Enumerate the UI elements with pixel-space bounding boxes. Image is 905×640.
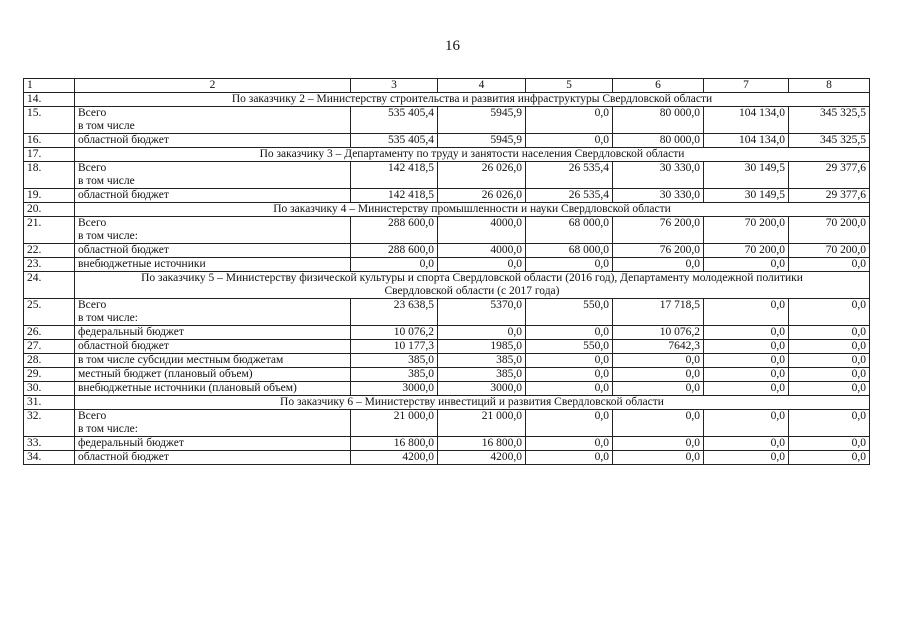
value-cell: 70 200,0 <box>704 244 789 258</box>
value-cell: 0,0 <box>526 134 613 148</box>
value-cell: 0,0 <box>526 107 613 134</box>
row-label <box>75 451 351 465</box>
row-label <box>75 217 351 244</box>
value-cell: 80 000,0 <box>613 107 704 134</box>
section-title-line: По заказчику 6 – Министерству инвестиций и развития Свердловской области <box>280 396 664 408</box>
value-cell: 76 200,0 <box>613 217 704 244</box>
value-cell: 21 000,0 <box>438 410 526 437</box>
table-row <box>24 326 870 340</box>
row-number: 34. <box>24 451 75 465</box>
value-cell: 550,0 <box>526 299 613 326</box>
value-cell: 7642,3 <box>613 340 704 354</box>
value-cell: 0,0 <box>526 326 613 340</box>
value-cell: 23 638,5 <box>351 299 438 326</box>
value-cell: 0,0 <box>704 258 789 272</box>
row-label <box>75 410 351 437</box>
row-label <box>75 299 351 326</box>
value-cell: 385,0 <box>438 368 526 382</box>
header-row <box>24 79 870 93</box>
value-cell: 0,0 <box>438 258 526 272</box>
row-label <box>75 189 351 203</box>
row-label <box>75 107 351 134</box>
value-cell: 16 800,0 <box>438 437 526 451</box>
row-label-text: областной бюджет <box>78 340 169 352</box>
value-cell: 10 076,2 <box>613 326 704 340</box>
value-cell: 0,0 <box>526 410 613 437</box>
value-cell: 1985,0 <box>438 340 526 354</box>
row-label-text: местный бюджет (плановый объем) <box>78 368 253 380</box>
row-sublabel-text: в том числе: <box>78 312 138 324</box>
column-header: 2 <box>75 79 351 93</box>
column-header: 8 <box>789 79 870 93</box>
value-cell: 21 000,0 <box>351 410 438 437</box>
row-label-text: Всего <box>78 162 107 174</box>
value-cell: 0,0 <box>613 258 704 272</box>
row-label-text: областной бюджет <box>78 134 169 146</box>
row-number: 16. <box>24 134 75 148</box>
table-row <box>24 382 870 396</box>
section-title <box>75 93 870 107</box>
value-cell: 0,0 <box>704 368 789 382</box>
row-label <box>75 326 351 340</box>
value-cell: 4200,0 <box>438 451 526 465</box>
row-number: 29. <box>24 368 75 382</box>
value-cell: 30 149,5 <box>704 189 789 203</box>
row-label <box>75 162 351 189</box>
value-cell: 0,0 <box>526 258 613 272</box>
table-row <box>24 437 870 451</box>
row-label-text: внебюджетные источники <box>78 258 206 270</box>
page-number: 16 <box>445 38 460 54</box>
value-cell: 0,0 <box>704 299 789 326</box>
value-cell: 142 418,5 <box>351 189 438 203</box>
column-header: 6 <box>613 79 704 93</box>
table-row <box>24 258 870 272</box>
row-label-text: Всего <box>78 217 107 229</box>
value-cell: 76 200,0 <box>613 244 704 258</box>
value-cell: 30 330,0 <box>613 189 704 203</box>
row-sublabel-text: в том числе: <box>78 230 138 242</box>
value-cell: 0,0 <box>613 382 704 396</box>
value-cell: 0,0 <box>704 382 789 396</box>
row-number: 32. <box>24 410 75 437</box>
value-cell: 0,0 <box>789 258 870 272</box>
value-cell: 0,0 <box>613 451 704 465</box>
value-cell: 4000,0 <box>438 217 526 244</box>
value-cell: 0,0 <box>704 451 789 465</box>
value-cell: 0,0 <box>704 437 789 451</box>
value-cell: 0,0 <box>526 382 613 396</box>
row-number: 28. <box>24 354 75 368</box>
value-cell: 26 026,0 <box>438 162 526 189</box>
section-title-line: По заказчику 2 – Министерству строительства и развития инфраструктуры Свердловской области <box>231 93 713 105</box>
row-label <box>75 354 351 368</box>
section-row <box>24 93 870 107</box>
row-number: 26. <box>24 326 75 340</box>
value-cell: 0,0 <box>704 354 789 368</box>
table-row <box>24 134 870 148</box>
row-number: 27. <box>24 340 75 354</box>
row-label <box>75 382 351 396</box>
value-cell: 0,0 <box>526 451 613 465</box>
value-cell: 30 149,5 <box>704 162 789 189</box>
row-label-text: в том числе субсидии местным бюджетам <box>78 354 284 366</box>
value-cell: 29 377,6 <box>789 162 870 189</box>
value-cell: 142 418,5 <box>351 162 438 189</box>
value-cell: 0,0 <box>613 437 704 451</box>
row-number: 23. <box>24 258 75 272</box>
column-header: 1 <box>24 79 75 93</box>
table-row <box>24 354 870 368</box>
value-cell: 16 800,0 <box>351 437 438 451</box>
value-cell: 10 177,3 <box>351 340 438 354</box>
row-number: 20. <box>24 203 75 217</box>
value-cell: 29 377,6 <box>789 189 870 203</box>
column-header: 5 <box>526 79 613 93</box>
section-title <box>75 203 870 217</box>
row-label <box>75 134 351 148</box>
section-title-line: По заказчику 5 – Министерству физической культуры и спорта Свердловской области (2016 год), Департаменту молодежной политики <box>141 272 803 284</box>
row-label-text: Всего <box>78 107 107 119</box>
value-cell: 104 134,0 <box>704 134 789 148</box>
table-row <box>24 244 870 258</box>
value-cell: 0,0 <box>613 410 704 437</box>
row-sublabel-text: в том числе <box>78 175 135 187</box>
value-cell: 0,0 <box>789 326 870 340</box>
column-header: 3 <box>351 79 438 93</box>
value-cell: 80 000,0 <box>613 134 704 148</box>
value-cell: 535 405,4 <box>351 107 438 134</box>
value-cell: 0,0 <box>438 326 526 340</box>
table-row <box>24 299 870 326</box>
value-cell: 0,0 <box>613 368 704 382</box>
column-header: 7 <box>704 79 789 93</box>
table-row <box>24 217 870 244</box>
value-cell: 288 600,0 <box>351 244 438 258</box>
row-number: 22. <box>24 244 75 258</box>
row-number: 19. <box>24 189 75 203</box>
row-number: 33. <box>24 437 75 451</box>
value-cell: 4000,0 <box>438 244 526 258</box>
value-cell: 70 200,0 <box>704 217 789 244</box>
row-label-text: федеральный бюджет <box>78 326 184 338</box>
value-cell: 0,0 <box>704 340 789 354</box>
value-cell: 0,0 <box>526 368 613 382</box>
section-row <box>24 203 870 217</box>
value-cell: 0,0 <box>789 299 870 326</box>
row-label-text: федеральный бюджет <box>78 437 184 449</box>
value-cell: 30 330,0 <box>613 162 704 189</box>
row-number: 31. <box>24 396 75 410</box>
section-title-line: По заказчику 3 – Департаменту по труду и занятости населения Свердловской области <box>259 148 685 160</box>
section-title <box>75 396 870 410</box>
value-cell: 0,0 <box>526 437 613 451</box>
row-label-text: областной бюджет <box>78 451 169 463</box>
value-cell: 0,0 <box>789 340 870 354</box>
value-cell: 0,0 <box>704 410 789 437</box>
value-cell: 26 026,0 <box>438 189 526 203</box>
table-row <box>24 410 870 437</box>
section-row <box>24 148 870 162</box>
table-row <box>24 162 870 189</box>
value-cell: 70 200,0 <box>789 217 870 244</box>
value-cell: 345 325,5 <box>789 134 870 148</box>
value-cell: 385,0 <box>351 368 438 382</box>
row-number: 15. <box>24 107 75 134</box>
value-cell: 10 076,2 <box>351 326 438 340</box>
value-cell: 385,0 <box>351 354 438 368</box>
value-cell: 70 200,0 <box>789 244 870 258</box>
value-cell: 26 535,4 <box>526 162 613 189</box>
value-cell: 5945,9 <box>438 134 526 148</box>
row-label <box>75 258 351 272</box>
value-cell: 0,0 <box>789 451 870 465</box>
value-cell: 0,0 <box>789 354 870 368</box>
value-cell: 5945,9 <box>438 107 526 134</box>
value-cell: 26 535,4 <box>526 189 613 203</box>
table-row <box>24 340 870 354</box>
value-cell: 0,0 <box>789 368 870 382</box>
row-number: 21. <box>24 217 75 244</box>
value-cell: 3000,0 <box>351 382 438 396</box>
table-row <box>24 189 870 203</box>
section-row <box>24 272 870 299</box>
column-header: 4 <box>438 79 526 93</box>
section-title-line: По заказчику 4 – Министерству промышленности и науки Свердловской области <box>273 203 671 215</box>
row-label-text: внебюджетные источники (плановый объем) <box>78 382 297 394</box>
value-cell: 0,0 <box>789 382 870 396</box>
table-row <box>24 368 870 382</box>
row-number: 14. <box>24 93 75 107</box>
value-cell: 0,0 <box>613 354 704 368</box>
value-cell: 0,0 <box>789 410 870 437</box>
value-cell: 104 134,0 <box>704 107 789 134</box>
row-label-text: областной бюджет <box>78 189 169 201</box>
section-title-line: Свердловской области (с 2017 года) <box>384 285 560 297</box>
row-number: 18. <box>24 162 75 189</box>
row-number: 24. <box>24 272 75 299</box>
row-label-text: Всего <box>78 299 107 311</box>
row-number: 25. <box>24 299 75 326</box>
table-row <box>24 107 870 134</box>
value-cell: 0,0 <box>789 437 870 451</box>
row-label <box>75 437 351 451</box>
value-cell: 535 405,4 <box>351 134 438 148</box>
value-cell: 0,0 <box>351 258 438 272</box>
value-cell: 288 600,0 <box>351 217 438 244</box>
section-title <box>75 272 870 299</box>
row-sublabel-text: в том числе <box>78 120 135 132</box>
row-number: 30. <box>24 382 75 396</box>
budget-table <box>23 78 870 465</box>
table-row <box>24 451 870 465</box>
value-cell: 345 325,5 <box>789 107 870 134</box>
row-number: 17. <box>24 148 75 162</box>
row-label-text: Всего <box>78 410 107 422</box>
value-cell: 4200,0 <box>351 451 438 465</box>
value-cell: 550,0 <box>526 340 613 354</box>
value-cell: 0,0 <box>526 354 613 368</box>
value-cell: 68 000,0 <box>526 217 613 244</box>
section-title <box>75 148 870 162</box>
value-cell: 5370,0 <box>438 299 526 326</box>
value-cell: 0,0 <box>704 326 789 340</box>
value-cell: 385,0 <box>438 354 526 368</box>
row-label <box>75 340 351 354</box>
row-label <box>75 244 351 258</box>
value-cell: 68 000,0 <box>526 244 613 258</box>
row-sublabel-text: в том числе: <box>78 423 138 435</box>
value-cell: 3000,0 <box>438 382 526 396</box>
value-cell: 17 718,5 <box>613 299 704 326</box>
row-label-text: областной бюджет <box>78 244 169 256</box>
section-row <box>24 396 870 410</box>
row-label <box>75 368 351 382</box>
